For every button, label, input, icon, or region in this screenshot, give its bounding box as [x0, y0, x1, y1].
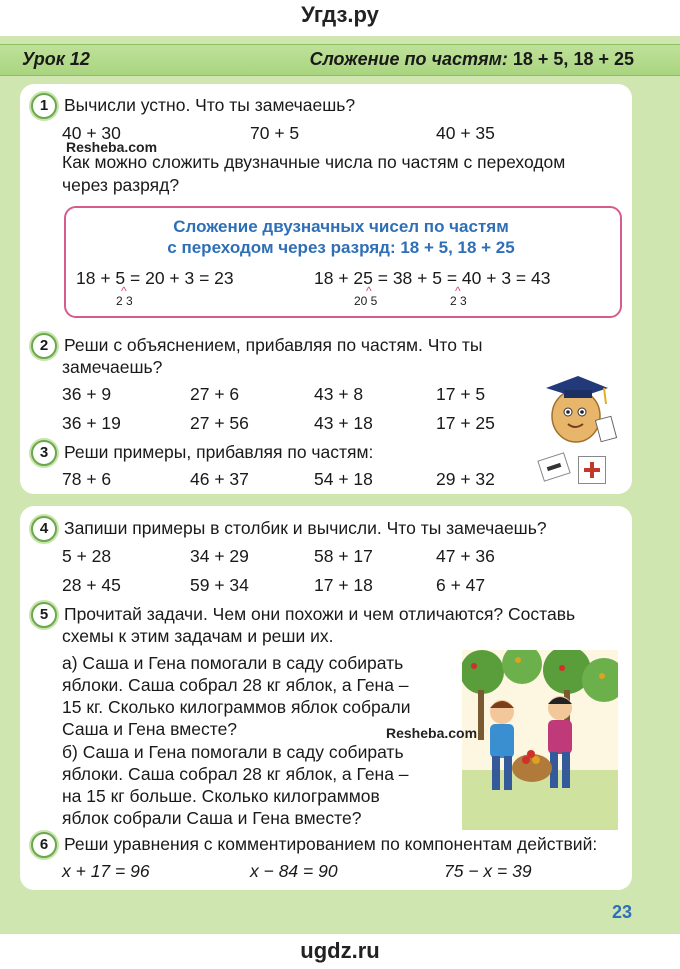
site-title-bottom[interactable]: ugdz.ru [300, 938, 380, 963]
task-number-1: 1 [31, 93, 57, 119]
rule-example-2: 18 + 25 = 38 + 5 = 40 + 3 = 43 [314, 268, 551, 288]
rule-example-1-split: 2 3 [116, 294, 133, 308]
watermark-text: Resheba.com [66, 139, 158, 155]
rule-title: с переходом через разряд: 18 + 5, 18 + 25 [167, 238, 515, 257]
task2-title: замечаешь? [62, 357, 163, 377]
split-mark: ^ [455, 284, 461, 298]
task5a-line: яблоки. Саша собрал 28 кг яблок, а Гена – [62, 675, 409, 695]
task2-example: 36 + 19 [62, 413, 121, 433]
lesson-label: Урок 12 [22, 49, 90, 69]
task5a-line: 15 кг. Сколько килограммов яблок собрали [62, 697, 411, 717]
watermark-text: Resheba.com [386, 725, 478, 741]
task-number-2: 2 [31, 333, 57, 359]
rule-example-2-split: 2 3 [450, 294, 467, 308]
task3-example: 54 + 18 [314, 469, 373, 489]
task2-example: 17 + 5 [436, 384, 486, 404]
site-title-top[interactable]: Угдз.ру [301, 2, 379, 27]
task5b-line: б) Саша и Гена помогали в саду собирать [62, 742, 404, 762]
task-number-3: 3 [31, 440, 57, 466]
task1-example: 40 + 35 [436, 123, 495, 143]
topic-text: Сложение по частям: [309, 49, 508, 69]
task6-title: Реши уравнения с комментированием по компонентам действий: [64, 834, 598, 854]
children-garden-illustration [462, 650, 618, 830]
task5a-line: а) Саша и Гена помогали в саду собирать [62, 653, 404, 673]
task4-example: 17 + 18 [314, 575, 373, 595]
topic-examples: 18 + 5, 18 + 25 [512, 49, 634, 69]
task-number-4: 4 [31, 516, 57, 542]
task2-example: 27 + 56 [190, 413, 249, 433]
page-number: 23 [611, 902, 632, 922]
task-number-5: 5 [31, 602, 57, 628]
task1-example: 40 + 30 [62, 123, 121, 143]
task5b-line: на 15 кг больше. Сколько килограммов [62, 786, 380, 806]
task4-example: 5 + 28 [62, 546, 112, 566]
task5b-line: яблоки. Саша собрал 28 кг яблок, а Гена – [62, 764, 409, 784]
task2-example: 43 + 18 [314, 413, 373, 433]
task4-example: 34 + 29 [190, 546, 249, 566]
task3-example: 78 + 6 [62, 469, 112, 489]
task1-title: Вычисли устно. Что ты замечаешь? [64, 95, 356, 115]
task4-example: 28 + 45 [62, 575, 121, 595]
rule-title: Сложение двузначных чисел по частям [173, 217, 509, 236]
task3-example: 46 + 37 [190, 469, 249, 489]
task2-example: 43 + 8 [314, 384, 364, 404]
task2-example: 27 + 6 [190, 384, 240, 404]
task4-example: 59 + 34 [190, 575, 249, 595]
task5-title: схемы к этим задачам и реши их. [62, 626, 334, 646]
task2-example: 17 + 25 [436, 413, 495, 433]
task6-equation: x − 84 = 90 [250, 861, 338, 881]
task4-title: Запиши примеры в столбик и вычисли. Что ты замечаешь? [64, 518, 547, 538]
task3-example: 29 + 32 [436, 469, 495, 489]
lesson-topic [310, 49, 634, 70]
task6-equation: x + 17 = 96 [62, 861, 150, 881]
task6-equation: 75 − x = 39 [444, 861, 532, 881]
task1-example: 70 + 5 [250, 123, 300, 143]
mascot-illustration [538, 368, 618, 448]
task5b-line: яблок собрали Саша и Гена вместе? [62, 808, 362, 828]
task2-example: 36 + 9 [62, 384, 112, 404]
plus-card-icon [578, 456, 606, 484]
task4-example: 47 + 36 [436, 546, 495, 566]
task5-title: Прочитай задачи. Чем они похожи и чем отличаются? Составь [64, 604, 576, 624]
task4-example: 6 + 47 [436, 575, 486, 595]
rule-example-2-split: 20 5 [354, 294, 378, 308]
split-mark: ^ [366, 284, 372, 298]
task5a-line: Саша и Гена вместе? [62, 719, 238, 739]
task1-question: Как можно сложить двузначные числа по частям с переходом [62, 152, 566, 172]
split-mark: ^ [121, 284, 127, 298]
task2-title: Реши с объяснением, прибавляя по частям. Что ты [64, 335, 483, 355]
task3-title: Реши примеры, прибавляя по частям: [64, 442, 374, 462]
rule-example-1: 18 + 5 = 20 + 3 = 23 [76, 268, 234, 288]
task4-example: 58 + 17 [314, 546, 373, 566]
task1-question: через разряд? [62, 175, 180, 195]
task-number-6: 6 [31, 832, 57, 858]
